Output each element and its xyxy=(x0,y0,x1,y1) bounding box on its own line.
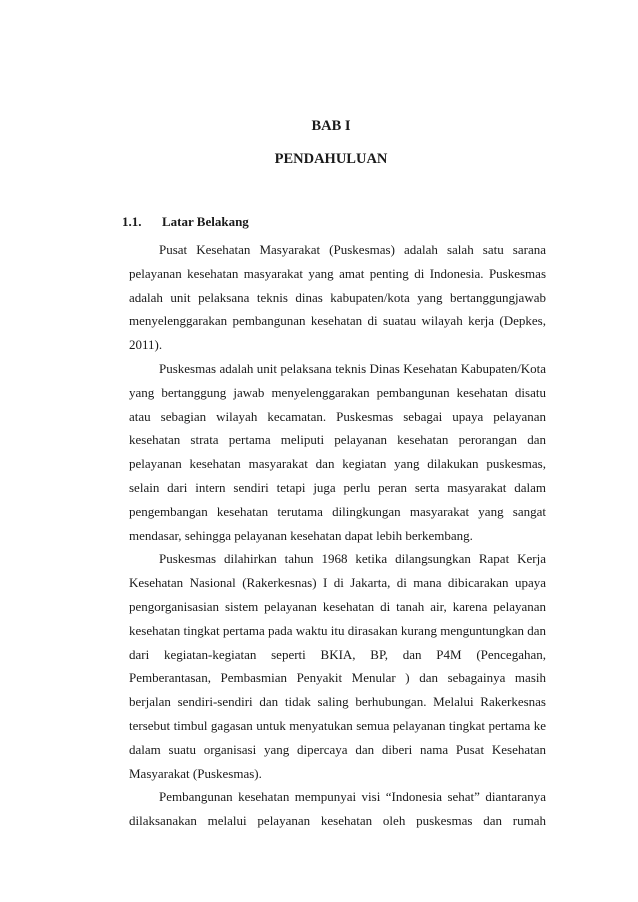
section-heading xyxy=(122,214,249,230)
paragraph: Puskesmas dilahirkan tahun 1968 ketika dilangsungkan Rapat Kerja Kesehatan Nasional (Rakerkesnas) I di Jakarta, di mana dibicarakan upaya pengorganisasian sistem pelayanan kesehatan di tanah air, karena pelayanan kesehatan tingkat pertama pada waktu itu dirasakan kurang menguntungkan dan dari kegiatan-kegiatan seperti BKIA, BP, dan P4M (Pencegahan, Pemberantasan, Pembasmian Penyakit Menular ) dan sebagainya masih berjalan sendiri-sendiri dan tidak saling berhubungan. Melalui Rakerkesnas tersebut timbul gagasan untuk menyatukan semua pelayanan tingkat pertama ke dalam suatu organisasi yang dipercaya dan diberi nama Pusat Kesehatan Masyarakat (Puskesmas). xyxy=(129,551,546,781)
paragraph: Pusat Kesehatan Masyarakat (Puskesmas) adalah salah satu sarana pelayanan kesehatan masyarakat yang amat penting di Indonesia. Puskesmas adalah unit pelaksana teknis dinas kabupaten/kota yang bertanggungjawab menyelenggarakan pembangunan kesehatan di suatau wilayah kerja (Depkes, 2011). xyxy=(129,242,546,353)
paragraph: Puskesmas adalah unit pelaksana teknis Dinas Kesehatan Kabupaten/Kota yang bertanggung jawab menyelenggarakan pembangunan kesehatan disatu atau sebagian wilayah kecamatan. Puskesmas sebagai upaya pelayanan kesehatan strata pertama meliputi pelayanan kesehatan perorangan dan pelayanan kesehatan masyarakat dan kegiatan yang dilakukan puskesmas, selain dari intern sendiri tetapi juga perlu peran serta masyarakat dalam pengembangan kesehatan terutama dilingkungan masyarakat yang sangat mendasar, sehingga pelayanan kesehatan dapat lebih berkembang. xyxy=(129,360,546,543)
paragraph: Pembangunan kesehatan mempunyai visi “Indonesia sehat” diantaranya dilaksanakan melalui pelayanan kesehatan oleh puskesmas dan rumah xyxy=(129,789,546,829)
chapter-title: PENDAHULUAN xyxy=(274,151,388,167)
section-title: Latar Belakang xyxy=(162,214,249,229)
section-number: 1.1. xyxy=(122,214,142,229)
body-text xyxy=(129,238,546,833)
chapter-number: BAB I xyxy=(311,118,351,134)
